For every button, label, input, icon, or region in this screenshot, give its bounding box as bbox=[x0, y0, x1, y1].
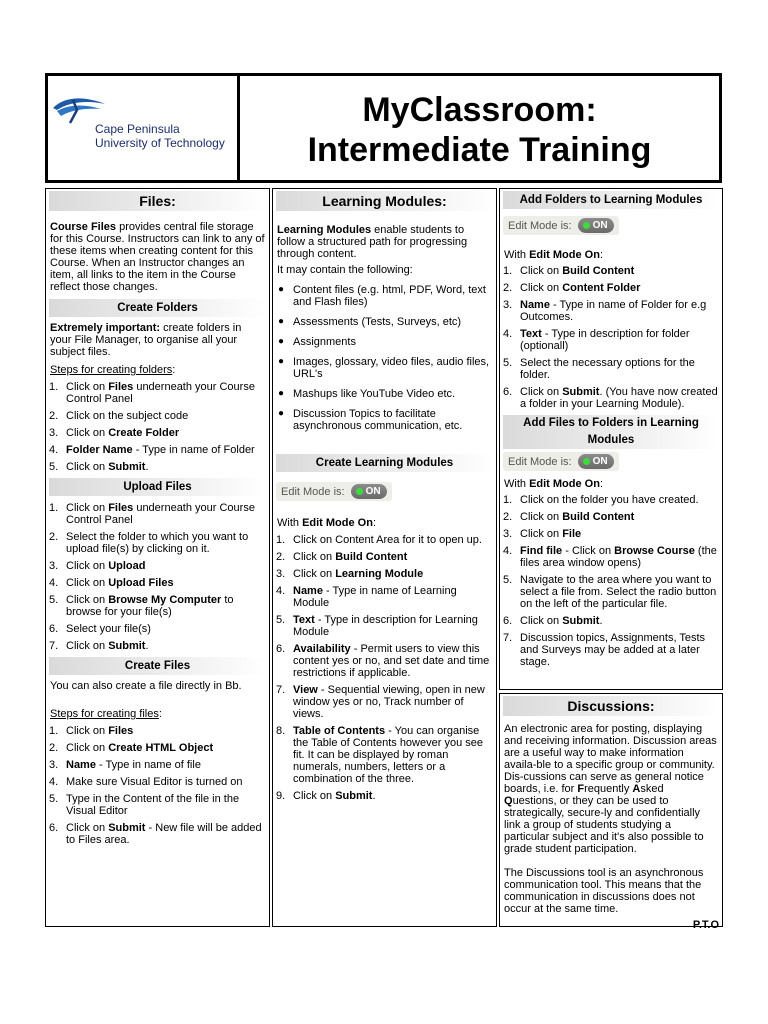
bullet-icon: ● bbox=[278, 356, 285, 367]
step-keyword: Name bbox=[520, 299, 550, 311]
step-text: Make sure Visual Editor is turned on bbox=[66, 776, 243, 788]
step-number: 8. bbox=[276, 725, 286, 737]
create-files-text: You can also create a file directly in Bb. bbox=[50, 680, 242, 692]
step-keyword: Files bbox=[108, 502, 134, 514]
lm-intro: Learning Modules enable students to follow a structured path for progressing through content. bbox=[277, 224, 468, 260]
step-text: - Permit users to view this content yes or no, and set date and time restrictions if applicable. bbox=[293, 643, 490, 679]
step-number: 4. bbox=[276, 585, 286, 597]
logo-line1: Cape Peninsula bbox=[95, 122, 180, 136]
create-folders-title: Create Folders bbox=[49, 299, 266, 317]
list-item bbox=[49, 531, 265, 555]
step-keyword: File bbox=[562, 528, 582, 540]
step-keyword: Build Content bbox=[562, 265, 635, 277]
step-number: 4. bbox=[49, 577, 59, 589]
edit-mode-switch[interactable] bbox=[351, 484, 387, 499]
step-text: - You can organise the Table of Contents however you see fit. It can be displayed by roman numerals, numbers, letters or a combination of the three. bbox=[293, 725, 483, 785]
step-text: Click on Content Area for it to open up. bbox=[293, 534, 482, 546]
step-number: 5. bbox=[276, 614, 286, 626]
edit-mode-row bbox=[500, 216, 722, 235]
list-item bbox=[276, 643, 492, 679]
list-item bbox=[503, 511, 718, 523]
step-number: 6. bbox=[49, 822, 59, 834]
discussions-text-1: An electronic area for posting, displaying and receiving information. Discussion areas are a useful way to make information availa-ble to a specific group or community. Dis-cussions can serve as general notice boards, i.e. for Frequently Asked Questions, or they can be used to strategically, secure-ly and confidentially link a group of students studying a particular subject and it's also possible to grade student participation. bbox=[504, 723, 717, 855]
bullet-icon: ● bbox=[278, 284, 285, 295]
list-item bbox=[503, 494, 718, 506]
step-text: - Type in name of file bbox=[95, 759, 201, 771]
upload-files-title: Upload Files bbox=[49, 478, 266, 496]
step-keyword: Folder Name bbox=[66, 444, 133, 456]
list-item bbox=[49, 381, 265, 405]
list-item bbox=[49, 793, 265, 817]
step-keyword: Availability bbox=[293, 643, 351, 655]
step-number: 7. bbox=[503, 632, 513, 644]
status-dot-icon bbox=[583, 222, 590, 229]
step-text: Click on the folder you have created. bbox=[520, 494, 699, 506]
step-keyword: Text bbox=[293, 614, 315, 626]
step-text: Select the necessary options for the folder. bbox=[520, 357, 695, 381]
step-number: 6. bbox=[503, 386, 513, 398]
list-item bbox=[503, 357, 718, 381]
step-text: . bbox=[372, 790, 376, 802]
step-text: Click on bbox=[520, 265, 563, 277]
discussions-box bbox=[499, 693, 723, 931]
list-item bbox=[503, 574, 718, 610]
step-number: 4. bbox=[503, 328, 513, 340]
title-line2: Intermediate Training bbox=[307, 131, 652, 169]
step-number: 7. bbox=[276, 684, 286, 696]
step-keyword: Create Folder bbox=[108, 427, 180, 439]
create-lm-title: Create Learning Modules bbox=[276, 454, 493, 472]
step-keyword: Learning Module bbox=[335, 568, 424, 580]
upload-steps-list bbox=[46, 502, 269, 652]
list-item bbox=[278, 408, 492, 432]
step-text: Click on bbox=[66, 640, 109, 652]
step-keyword: Name bbox=[66, 759, 96, 771]
step-keyword: Name bbox=[293, 585, 323, 597]
status-dot-icon bbox=[583, 458, 590, 465]
step-keyword: Submit bbox=[562, 615, 600, 627]
list-item bbox=[49, 577, 265, 589]
list-item bbox=[278, 284, 492, 308]
list-item bbox=[49, 594, 265, 618]
step-number: 1. bbox=[49, 725, 59, 737]
pto-label: P.T.O bbox=[692, 919, 719, 931]
bullet-icon: ● bbox=[278, 316, 285, 327]
add-folders-title: Add Folders to Learning Modules bbox=[503, 191, 719, 209]
files-column bbox=[45, 188, 270, 927]
list-item bbox=[276, 551, 492, 563]
step-text: Click on bbox=[66, 560, 109, 572]
step-number: 7. bbox=[49, 640, 59, 652]
step-keyword: Files bbox=[108, 381, 134, 393]
add-folders-steps-list bbox=[500, 265, 722, 410]
step-text: Click on bbox=[66, 381, 109, 393]
list-item bbox=[503, 328, 718, 352]
list-item bbox=[49, 822, 265, 846]
step-number: 2. bbox=[49, 410, 59, 422]
step-number: 1. bbox=[49, 381, 59, 393]
list-item bbox=[276, 614, 492, 638]
step-number: 4. bbox=[503, 545, 513, 557]
edit-mode-toggle[interactable] bbox=[503, 216, 619, 235]
step-keyword: Content Folder bbox=[562, 282, 641, 294]
step-keyword: Submit bbox=[335, 790, 373, 802]
edit-mode-toggle[interactable] bbox=[276, 482, 392, 501]
discussions-title: Discussions: bbox=[503, 696, 719, 716]
step-number: 3. bbox=[49, 560, 59, 572]
step-text: Click on bbox=[293, 790, 336, 802]
step-number: 6. bbox=[503, 615, 513, 627]
step-text: Select the folder to which you want to upload file(s) by clicking on it. bbox=[66, 531, 249, 555]
list-item bbox=[278, 356, 492, 380]
add-folders-column bbox=[499, 188, 723, 690]
steps-files-label: Steps for creating files: bbox=[50, 708, 162, 720]
edit-mode-toggle[interactable] bbox=[503, 452, 619, 471]
step-text: Click on bbox=[293, 568, 336, 580]
list-item bbox=[278, 336, 492, 348]
edit-mode-state: ON bbox=[365, 485, 381, 497]
create-files-title: Create Files bbox=[49, 657, 266, 675]
step-keyword: Submit bbox=[108, 822, 146, 834]
list-item bbox=[276, 790, 492, 802]
list-item bbox=[276, 568, 492, 580]
list-item bbox=[49, 502, 265, 526]
bullet-icon: ● bbox=[278, 388, 285, 399]
list-item bbox=[503, 632, 718, 668]
edit-mode-label: Edit Mode is: bbox=[508, 219, 572, 232]
bullet-text: Assignments bbox=[293, 336, 356, 348]
bullet-icon: ● bbox=[278, 336, 285, 347]
step-number: 6. bbox=[276, 643, 286, 655]
list-item bbox=[278, 316, 492, 328]
step-text: Click on bbox=[66, 427, 109, 439]
with-edit-mode-text: With Edit Mode On: bbox=[277, 517, 377, 529]
step-text: Click on the subject code bbox=[66, 410, 189, 422]
step-text: - Type in description for Learning Module bbox=[293, 614, 478, 638]
steps-folders-label: Steps for creating folders: bbox=[50, 364, 176, 376]
step-number: 5. bbox=[49, 793, 59, 805]
list-item bbox=[503, 299, 718, 323]
step-keyword: Browse My Computer bbox=[108, 594, 222, 606]
add-files-steps-list bbox=[500, 494, 722, 668]
step-keyword: Files bbox=[108, 725, 134, 737]
with-edit-mode-text: With Edit Mode On: bbox=[504, 478, 604, 490]
step-text: . bbox=[599, 615, 603, 627]
step-text: . bbox=[145, 640, 149, 652]
step-text: Click on bbox=[66, 461, 109, 473]
step-number: 5. bbox=[503, 357, 513, 369]
step-keyword: Find file bbox=[520, 545, 563, 557]
step-keyword: Build Content bbox=[335, 551, 408, 563]
step-number: 5. bbox=[503, 574, 513, 586]
list-item bbox=[278, 388, 492, 400]
bullet-text: Assessments (Tests, Surveys, etc) bbox=[293, 316, 462, 328]
step-keyword: Build Content bbox=[562, 511, 635, 523]
discussions-text-2: The Discussions tool is an asynchronous communication tool. This means that the communication in discussions does not occur at the same time. bbox=[504, 867, 704, 915]
step-text: - Sequential viewing, open in new window yes or no, Track number of views. bbox=[293, 684, 485, 720]
step-number: 2. bbox=[503, 282, 513, 294]
step-number: 2. bbox=[503, 511, 513, 523]
list-item bbox=[503, 386, 718, 410]
step-number: 3. bbox=[503, 299, 513, 311]
step-number: 1. bbox=[503, 265, 513, 277]
list-item bbox=[49, 410, 265, 422]
step-text: . bbox=[145, 461, 149, 473]
step-keyword: Upload bbox=[108, 560, 146, 572]
list-item bbox=[49, 640, 265, 652]
university-logo bbox=[48, 76, 240, 180]
files-intro: Course Files provides central file storage for this Course. Instructors can link to any of these items when creating content for this Course. When an Instructor changes an item, all links to the item in the Course reflect those changes. bbox=[50, 221, 265, 293]
list-item bbox=[503, 282, 718, 294]
list-item bbox=[49, 461, 265, 473]
step-text: to browse for your file(s) bbox=[66, 594, 234, 618]
step-text: Click on bbox=[520, 615, 563, 627]
important-note: Extremely important: create folders in your File Manager, to organise all your subject files. bbox=[50, 322, 242, 358]
step-text: - New file will be added to Files area. bbox=[66, 822, 262, 846]
bullet-text: Images, glossary, video files, audio files, URL's bbox=[293, 356, 490, 380]
step-number: 5. bbox=[49, 594, 59, 606]
step-text: - Type in name of Folder for e.g Outcomes. bbox=[520, 299, 707, 323]
edit-mode-state: ON bbox=[592, 455, 608, 467]
edit-mode-switch[interactable] bbox=[578, 454, 614, 469]
bullet-text: Mashups like YouTube Video etc. bbox=[293, 388, 456, 400]
step-number: 1. bbox=[276, 534, 286, 546]
step-number: 9. bbox=[276, 790, 286, 802]
step-number: 3. bbox=[49, 759, 59, 771]
content-types-list bbox=[273, 284, 496, 432]
list-item bbox=[49, 742, 265, 754]
step-keyword: Text bbox=[520, 328, 542, 340]
step-text: Click on bbox=[520, 511, 563, 523]
edit-mode-row bbox=[500, 452, 722, 471]
folders-steps-list bbox=[46, 381, 269, 473]
lm-steps-list bbox=[273, 534, 496, 802]
step-keyword: View bbox=[293, 684, 318, 696]
step-text: - Click on bbox=[562, 545, 615, 557]
step-text: Click on bbox=[66, 594, 109, 606]
edit-mode-switch[interactable] bbox=[578, 218, 614, 233]
list-item bbox=[276, 585, 492, 609]
may-contain-text: It may contain the following: bbox=[277, 264, 413, 276]
list-item bbox=[49, 560, 265, 572]
list-item bbox=[49, 623, 265, 635]
step-keyword: Table of Contents bbox=[293, 725, 386, 737]
step-number: 2. bbox=[276, 551, 286, 563]
step-text: Select your file(s) bbox=[66, 623, 151, 635]
list-item bbox=[503, 615, 718, 627]
logo-line2: University of Technology bbox=[95, 136, 225, 150]
step-number: 3. bbox=[49, 427, 59, 439]
step-text: Click on bbox=[66, 577, 109, 589]
step-number: 2. bbox=[49, 531, 59, 543]
list-item bbox=[276, 725, 492, 785]
step-keyword: Submit bbox=[562, 386, 600, 398]
list-item bbox=[503, 528, 718, 540]
learning-modules-column bbox=[272, 188, 497, 927]
status-dot-icon bbox=[356, 488, 363, 495]
step-text: Click on bbox=[66, 742, 109, 754]
step-text: Click on bbox=[520, 282, 563, 294]
step-text: underneath your Course Control Panel bbox=[66, 381, 255, 405]
logo-swoosh-icon bbox=[51, 94, 107, 124]
edit-mode-label: Edit Mode is: bbox=[281, 485, 345, 498]
list-item bbox=[503, 265, 718, 277]
step-text: Click on bbox=[66, 822, 109, 834]
step-number: 2. bbox=[49, 742, 59, 754]
list-item bbox=[49, 759, 265, 771]
step-number: 1. bbox=[503, 494, 513, 506]
step-text: (the files area window opens) bbox=[520, 545, 717, 569]
bullet-icon: ● bbox=[278, 408, 285, 419]
list-item bbox=[49, 776, 265, 788]
step-text: Click on bbox=[520, 528, 563, 540]
files-title: Files: bbox=[49, 191, 266, 211]
edit-mode-row bbox=[273, 482, 496, 501]
edit-mode-label: Edit Mode is: bbox=[508, 455, 572, 468]
step-text: - Type in name of Folder bbox=[132, 444, 255, 456]
list-item bbox=[276, 684, 492, 720]
step-text: Click on bbox=[66, 502, 109, 514]
list-item bbox=[276, 534, 492, 546]
step-keyword: Browse Course bbox=[614, 545, 695, 557]
step-text: Click on bbox=[520, 386, 563, 398]
bullet-text: Discussion Topics to facilitate asynchronous communication, etc. bbox=[293, 408, 463, 432]
page-title bbox=[240, 76, 719, 194]
step-text: Discussion topics, Assignments, Tests and Surveys may be added at a later stage. bbox=[520, 632, 706, 668]
step-number: 4. bbox=[49, 444, 59, 456]
edit-mode-state: ON bbox=[592, 219, 608, 231]
step-keyword: Create HTML Object bbox=[108, 742, 214, 754]
with-edit-mode-text: With Edit Mode On: bbox=[504, 249, 604, 261]
step-number: 6. bbox=[49, 623, 59, 635]
step-text: . (You have now created a folder in your Learning Module). bbox=[520, 386, 718, 410]
list-item bbox=[49, 427, 265, 439]
step-keyword: Submit bbox=[108, 640, 146, 652]
title-line1: MyClassroom: bbox=[362, 91, 597, 129]
step-number: 3. bbox=[503, 528, 513, 540]
step-number: 4. bbox=[49, 776, 59, 788]
files-steps-list bbox=[46, 725, 269, 846]
step-number: 5. bbox=[49, 461, 59, 473]
add-files-title: Add Files to Folders in Learning Modules bbox=[503, 415, 719, 449]
step-keyword: Upload Files bbox=[108, 577, 174, 589]
bullet-text: Content files (e.g. html, PDF, Word, text and Flash files) bbox=[293, 284, 486, 308]
list-item bbox=[503, 545, 718, 569]
step-text: Click on bbox=[293, 551, 336, 563]
step-number: 1. bbox=[49, 502, 59, 514]
header-box bbox=[45, 73, 722, 183]
step-text: underneath your Course Control Panel bbox=[66, 502, 255, 526]
step-text: - Type in name of Learning Module bbox=[293, 585, 457, 609]
step-number: 3. bbox=[276, 568, 286, 580]
list-item bbox=[49, 725, 265, 737]
step-text: Click on bbox=[66, 725, 109, 737]
step-keyword: Submit bbox=[108, 461, 146, 473]
list-item bbox=[49, 444, 265, 456]
learning-modules-title: Learning Modules: bbox=[276, 191, 493, 211]
step-text: - Type in description for folder (optionall) bbox=[520, 328, 690, 352]
step-text: Type in the Content of the file in the Visual Editor bbox=[66, 793, 240, 817]
step-text: Navigate to the area where you want to select a file from. Select the radio button on the left of the particular file. bbox=[520, 574, 717, 610]
